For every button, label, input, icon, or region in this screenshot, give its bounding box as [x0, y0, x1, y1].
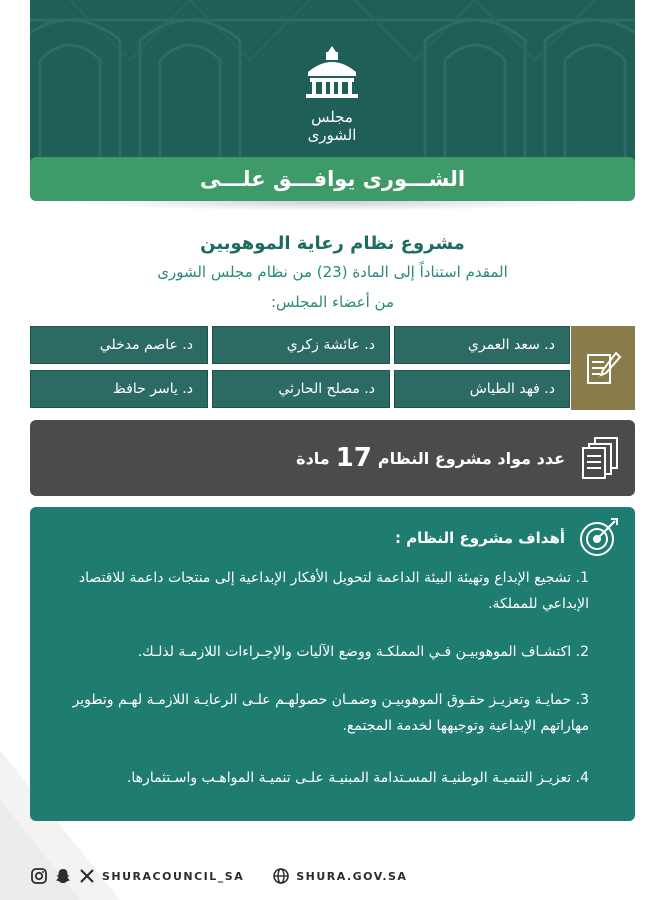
snapchat-icon[interactable]: [54, 867, 72, 885]
document-pen-icon: [584, 349, 622, 387]
website-link[interactable]: SHURA.GOV.SA: [296, 869, 408, 883]
goals-heading: أهداف مشروع النظام :: [394, 529, 565, 547]
shura-logo: [292, 42, 372, 142]
approval-banner: الشـــورى يوافـــق علـــى: [30, 157, 635, 201]
member-item: د. ياسر حافظ: [30, 370, 208, 408]
member-item: د. مصلح الحارثي: [212, 370, 390, 408]
member-item: د. فهد الطياش: [394, 370, 570, 408]
globe-icon: [272, 867, 290, 885]
member-item: د. سعد العمري: [394, 326, 570, 364]
instagram-icon[interactable]: [30, 867, 48, 885]
members-icon-box: [571, 326, 635, 410]
social-handle[interactable]: SHURACOUNCIL_SA: [102, 869, 245, 883]
documents-stack-icon: [581, 436, 621, 480]
project-title: مشروع نظام رعاية الموهوبين: [200, 233, 465, 254]
articles-count: 17: [335, 443, 372, 473]
articles-count-text: [296, 420, 565, 496]
goals-box: [30, 507, 635, 821]
goal-item: 1. تشجيع الإبداع وتهيئة البيئة الداعمة لتحويل الأفكار الإبداعية إلى منتجات داعمة للاقتصاد الإبداعي للمملكة.: [78, 570, 589, 612]
x-icon[interactable]: [78, 867, 96, 885]
articles-label: عدد مواد مشروع النظام: [377, 448, 565, 468]
goal-item: 3. حمايـة وتعزيـز حقـوق الموهوبيـن وضمـان حصولهـم علـى الرعايـة اللازمـة لهـم وتطوير مهاراتهم الإبداعية وتوجيهها لخدمة المجتمع.: [72, 692, 589, 734]
goal-item: 4. تعزيـز التنميـة الوطنيـة المسـتدامة المبنيـة علـى تنميـة المواهـب واسـتثمارها.: [126, 770, 589, 786]
articles-unit: مادة: [296, 448, 330, 468]
shura-emblem-icon: [300, 42, 364, 102]
member-item: د. عاصم مدخلي: [30, 326, 208, 364]
goal-item: 2. اكتشـاف الموهوبيـن فـي المملكـة ووضع الآليات والإجـراءات اللازمـة لذلـك.: [137, 644, 589, 660]
members-label: من أعضاء المجلس:: [271, 293, 394, 311]
member-item: د. عائشة زكري: [212, 326, 390, 364]
project-subtitle: المقدم استناداً إلى المادة (23) من نظام مجلس الشورى: [157, 263, 508, 281]
articles-count-box: [30, 420, 635, 496]
footer: [30, 864, 430, 888]
target-icon: [577, 515, 621, 559]
logo-text: مجلس الشورى: [307, 108, 357, 144]
